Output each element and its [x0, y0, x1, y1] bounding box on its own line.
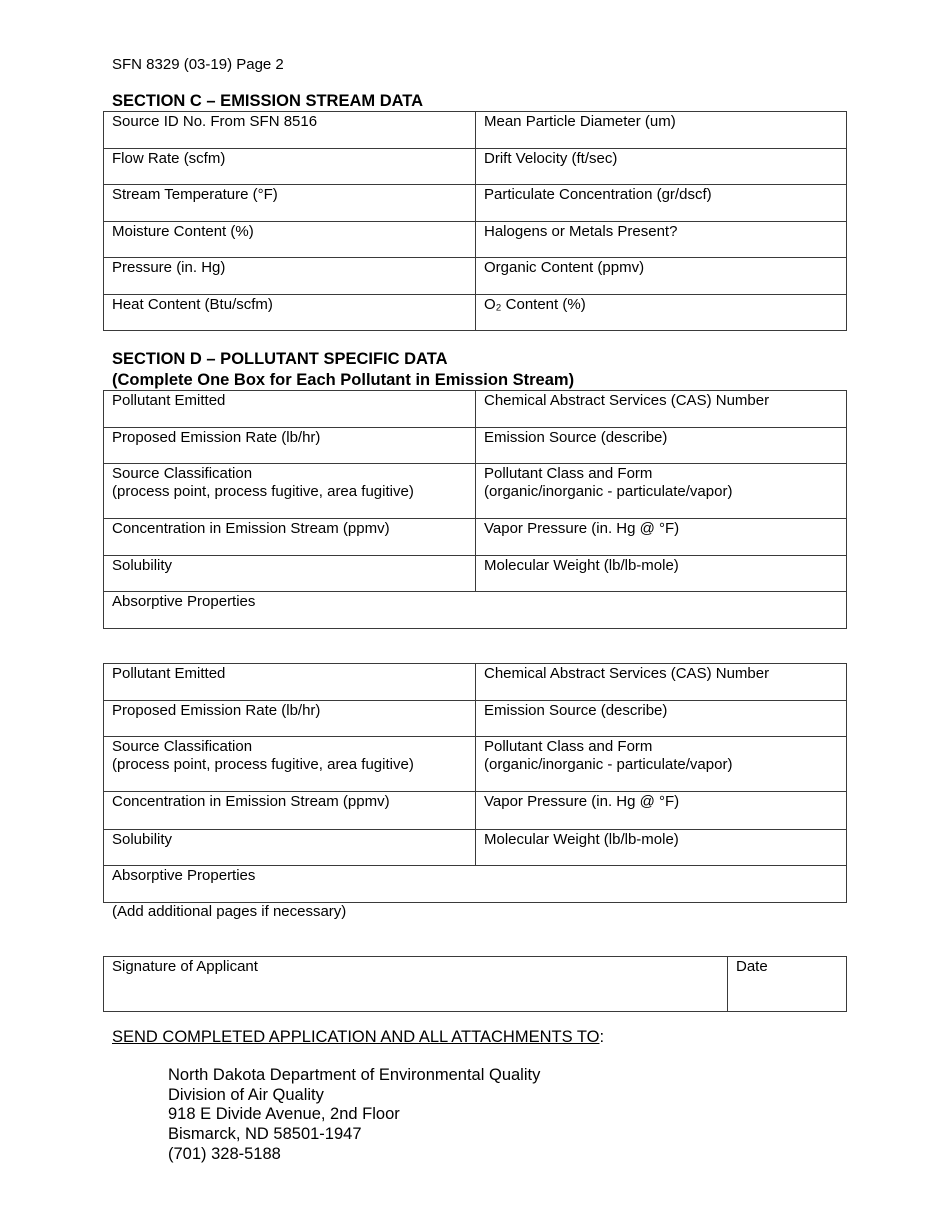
vapor-pressure-field[interactable]: Vapor Pressure (in. Hg @ °F) [476, 519, 847, 556]
heat-content-field[interactable]: Heat Content (Btu/scfm) [104, 295, 476, 331]
table-row [104, 792, 847, 830]
concentration-field[interactable]: Concentration in Emission Stream (ppmv) [104, 519, 476, 556]
pollutant-emitted-field[interactable]: Pollutant Emitted [104, 391, 476, 428]
source-classification-field[interactable] [104, 737, 476, 792]
pollutant-class-hint: (organic/inorganic - particulate/vapor) [484, 483, 733, 500]
source-classification-label: Source Classification [112, 738, 253, 755]
emission-stream-table [103, 111, 847, 331]
mailing-address [168, 1066, 540, 1165]
o2-content-field[interactable]: O₂ Content (%) [476, 295, 847, 331]
cas-number-field[interactable]: Chemical Abstract Services (CAS) Number [476, 664, 847, 701]
section-d-subtitle: (Complete One Box for Each Pollutant in Emission Stream) [112, 371, 575, 389]
pollutant-box-1 [103, 390, 847, 629]
molecular-weight-field[interactable]: Molecular Weight (lb/lb-mole) [476, 830, 847, 866]
organic-content-field[interactable]: Organic Content (ppmv) [476, 258, 847, 295]
source-classification-label: Source Classification [112, 465, 253, 482]
source-classification-field[interactable] [104, 464, 476, 519]
section-d-title: SECTION D – POLLUTANT SPECIFIC DATA [112, 350, 448, 368]
vapor-pressure-field[interactable]: Vapor Pressure (in. Hg @ °F) [476, 792, 847, 830]
concentration-field[interactable]: Concentration in Emission Stream (ppmv) [104, 792, 476, 830]
absorptive-properties-field[interactable]: Absorptive Properties [104, 866, 847, 903]
drift-velocity-field[interactable]: Drift Velocity (ft/sec) [476, 149, 847, 185]
table-row [104, 664, 847, 701]
signature-table [103, 956, 847, 1012]
emission-source-field[interactable]: Emission Source (describe) [476, 701, 847, 737]
emission-rate-field[interactable]: Proposed Emission Rate (lb/hr) [104, 701, 476, 737]
pressure-field[interactable]: Pressure (in. Hg) [104, 258, 476, 295]
send-to-label: SEND COMPLETED APPLICATION AND ALL ATTACHMENTS TO [112, 1028, 600, 1046]
address-line-street: 918 E Divide Avenue, 2nd Floor [168, 1105, 400, 1124]
table-row [104, 295, 847, 331]
table-row [104, 519, 847, 556]
table-row [104, 391, 847, 428]
table-row [104, 830, 847, 866]
solubility-field[interactable]: Solubility [104, 556, 476, 592]
table-row [104, 464, 847, 519]
pollutant-class-label: Pollutant Class and Form [484, 738, 653, 755]
mean-particle-diameter-field[interactable]: Mean Particle Diameter (um) [476, 112, 847, 149]
particulate-concentration-field[interactable]: Particulate Concentration (gr/dscf) [476, 185, 847, 222]
table-row [104, 149, 847, 185]
source-classification-hint: (process point, process fugitive, area fugitive) [112, 483, 414, 500]
address-line-agency: North Dakota Department of Environmental Quality [168, 1066, 541, 1084]
moisture-content-field[interactable]: Moisture Content (%) [104, 222, 476, 258]
source-id-field[interactable]: Source ID No. From SFN 8516 [104, 112, 476, 149]
table-row [104, 556, 847, 592]
pollutant-box-2 [103, 663, 847, 903]
table-row [104, 737, 847, 792]
address-line-division: Division of Air Quality [168, 1085, 324, 1104]
table-row [104, 222, 847, 258]
table-row [104, 185, 847, 222]
pollutant-class-field[interactable] [476, 464, 847, 519]
emission-source-field[interactable]: Emission Source (describe) [476, 428, 847, 464]
send-to-heading [112, 1028, 604, 1047]
halogens-metals-field[interactable]: Halogens or Metals Present? [476, 222, 847, 258]
form-id-header: SFN 8329 (03-19) Page 2 [112, 56, 284, 73]
pollutant-class-hint: (organic/inorganic - particulate/vapor) [484, 756, 733, 773]
molecular-weight-field[interactable]: Molecular Weight (lb/lb-mole) [476, 556, 847, 592]
source-classification-hint: (process point, process fugitive, area fugitive) [112, 756, 414, 773]
address-line-city: Bismarck, ND 58501-1947 [168, 1125, 362, 1144]
table-row [104, 957, 847, 1012]
solubility-field[interactable]: Solubility [104, 830, 476, 866]
table-row [104, 592, 847, 629]
table-row [104, 428, 847, 464]
stream-temperature-field[interactable]: Stream Temperature (°F) [104, 185, 476, 222]
cas-number-field[interactable]: Chemical Abstract Services (CAS) Number [476, 391, 847, 428]
table-row [104, 112, 847, 149]
flow-rate-field[interactable]: Flow Rate (scfm) [104, 149, 476, 185]
pollutant-class-label: Pollutant Class and Form [484, 465, 653, 482]
pollutant-emitted-field[interactable]: Pollutant Emitted [104, 664, 476, 701]
signature-field[interactable]: Signature of Applicant [104, 957, 728, 1012]
address-line-phone: (701) 328-5188 [168, 1144, 281, 1163]
date-field[interactable]: Date [728, 957, 847, 1012]
additional-pages-note: (Add additional pages if necessary) [112, 903, 347, 920]
send-to-colon: : [599, 1028, 605, 1046]
table-row [104, 866, 847, 903]
table-row [104, 701, 847, 737]
absorptive-properties-field[interactable]: Absorptive Properties [104, 592, 847, 629]
emission-rate-field[interactable]: Proposed Emission Rate (lb/hr) [104, 428, 476, 464]
section-c-title: SECTION C – EMISSION STREAM DATA [112, 92, 424, 110]
pollutant-class-field[interactable] [476, 737, 847, 792]
table-row [104, 258, 847, 295]
